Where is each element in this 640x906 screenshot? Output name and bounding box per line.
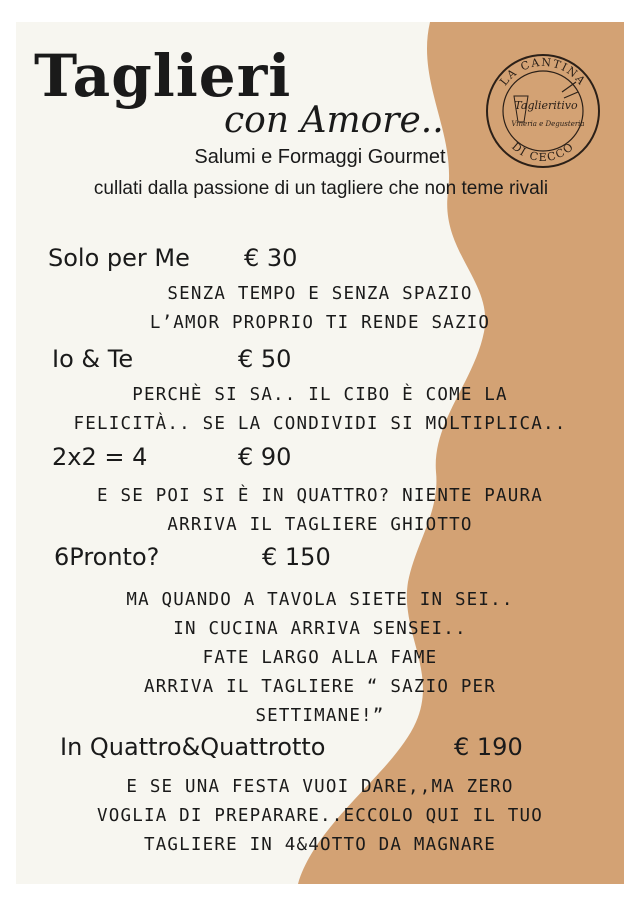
svg-text:DI CECCO: DI CECCO bbox=[509, 139, 577, 165]
item-description: E SE UNA FESTA VUOI DARE,,MA ZERO VOGLIA DI PREPARARE..ECCOLO QUI IL TUO TAGLIERE IN 4&4OTTO DA MAGNARE bbox=[97, 777, 543, 855]
item-price: € 150 bbox=[262, 543, 331, 571]
item-description: SENZA TEMPO E SENZA SPAZIO L’AMOR PROPRIO TI RENDE SAZIO bbox=[149, 284, 491, 333]
svg-text:Taglieritivo: Taglieritivo bbox=[514, 99, 578, 112]
page-title-sub: con Amore.. bbox=[224, 100, 444, 141]
subtitle: Salumi e Formaggi Gourmet bbox=[194, 146, 446, 168]
item-price: € 90 bbox=[238, 443, 292, 471]
item-price: € 190 bbox=[454, 733, 523, 761]
item-description: E SE POI SI È IN QUATTRO? NIENTE PAURA ARRIVA IL TAGLIERE GHIOTTO bbox=[97, 486, 543, 535]
page-title: Taglieri bbox=[34, 42, 292, 110]
item-name: Io & Te bbox=[52, 345, 134, 373]
svg-text:Vineria e Degusteria: Vineria e Degusteria bbox=[511, 120, 585, 128]
menu-page bbox=[16, 22, 624, 884]
item-name: Solo per Me bbox=[48, 244, 190, 272]
item-description: MA QUANDO A TAVOLA SIETE IN SEI.. IN CUCINA ARRIVA SENSEI.. FATE LARGO ALLA FAME ARRIVA IL TAGLIERE “ SAZIO PER SETTIMANE!” bbox=[126, 590, 514, 726]
item-price: € 30 bbox=[244, 244, 298, 272]
tagline: cullati dalla passione di un tagliere che non teme rivali bbox=[93, 178, 549, 199]
item-name: In Quattro&Quattrotto bbox=[60, 733, 326, 761]
svg-text:LA CANTINA: LA CANTINA bbox=[497, 55, 589, 89]
item-name: 2x2 = 4 bbox=[52, 443, 148, 471]
item-name: 6Pronto? bbox=[54, 543, 160, 571]
item-description: PERCHÈ SI SA.. IL CIBO È COME LA FELICITÀ.. SE LA CONDIVIDI SI MOLTIPLICA.. bbox=[73, 385, 567, 434]
item-price: € 50 bbox=[238, 345, 292, 373]
